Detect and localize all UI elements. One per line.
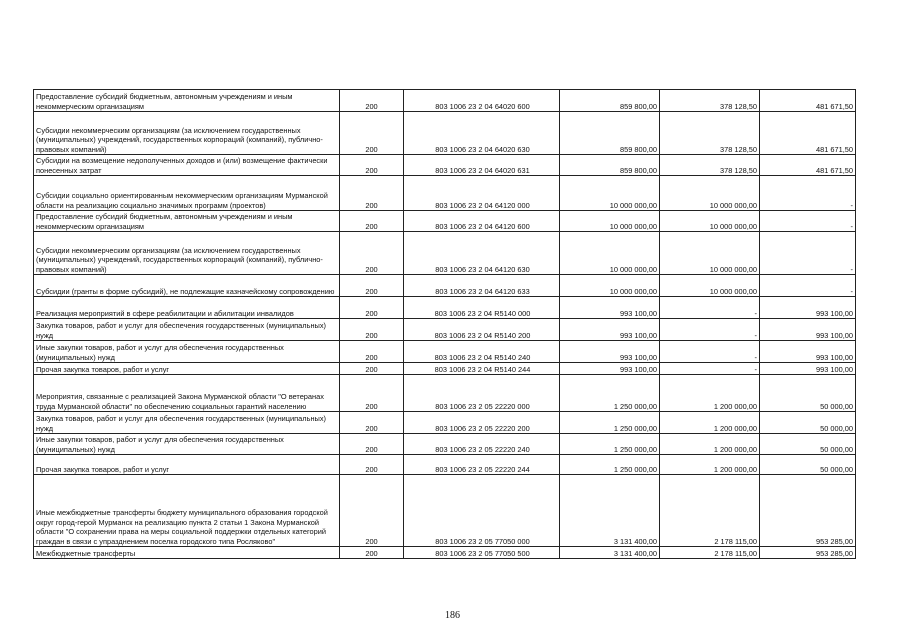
row-code: 803 1006 23 2 04 R5140 000 xyxy=(404,297,560,319)
row-vr: 200 xyxy=(340,412,404,434)
row-sum3: 481 671,50 xyxy=(760,112,856,155)
row-sum2: - xyxy=(660,319,760,341)
table-row xyxy=(34,90,856,112)
row-code: 803 1006 23 2 04 64120 600 xyxy=(404,211,560,232)
row-sum1: 3 131 400,00 xyxy=(560,475,660,547)
row-sum3: 481 671,50 xyxy=(760,155,856,176)
row-sum2: - xyxy=(660,297,760,319)
row-sum2: - xyxy=(660,341,760,363)
table-row xyxy=(34,341,856,363)
row-name: Закупка товаров, работ и услуг для обеспечения государственных (муниципальных) нужд xyxy=(34,412,340,434)
row-vr: 200 xyxy=(340,363,404,375)
table-row xyxy=(34,455,856,475)
row-sum3: 993 100,00 xyxy=(760,297,856,319)
row-sum1: 3 131 400,00 xyxy=(560,547,660,559)
table-row xyxy=(34,176,856,211)
row-name: Предоставление субсидий бюджетным, автономным учреждениям и иным некоммерческим организациям xyxy=(34,90,340,112)
row-name: Реализация мероприятий в сфере реабилитации и абилитации инвалидов xyxy=(34,297,340,319)
row-name: Субсидии на возмещение недополученных доходов и (или) возмещение фактически понесенных затрат xyxy=(34,155,340,176)
row-vr: 200 xyxy=(340,90,404,112)
row-sum3: - xyxy=(760,232,856,275)
row-sum2: 1 200 000,00 xyxy=(660,412,760,434)
row-sum1: 10 000 000,00 xyxy=(560,211,660,232)
budget-table xyxy=(33,89,856,559)
table-row xyxy=(34,155,856,176)
row-code: 803 1006 23 2 04 64120 000 xyxy=(404,176,560,211)
row-code: 803 1006 23 2 04 R5140 240 xyxy=(404,341,560,363)
row-sum3: - xyxy=(760,275,856,297)
row-sum3: 50 000,00 xyxy=(760,412,856,434)
row-code: 803 1006 23 2 04 64120 630 xyxy=(404,232,560,275)
table-row xyxy=(34,412,856,434)
row-sum2: 10 000 000,00 xyxy=(660,176,760,211)
row-sum3: 993 100,00 xyxy=(760,319,856,341)
row-name: Мероприятия, связанные с реализацией Закона Мурманской области "О ветеранах труда Мурманской области" по обеспечению социальных гарантий населению xyxy=(34,375,340,412)
row-name: Субсидии некоммерческим организациям (за исключением государственных (муниципальных) учреждений, государственных корпораций (компаний), публично-правовых компаний) xyxy=(34,112,340,155)
row-sum1: 1 250 000,00 xyxy=(560,412,660,434)
row-sum1: 10 000 000,00 xyxy=(560,176,660,211)
row-sum3: 50 000,00 xyxy=(760,455,856,475)
row-code: 803 1006 23 2 05 77050 500 xyxy=(404,547,560,559)
table-row xyxy=(34,434,856,455)
row-sum3: 953 285,00 xyxy=(760,475,856,547)
row-sum1: 993 100,00 xyxy=(560,341,660,363)
row-sum1: 859 800,00 xyxy=(560,90,660,112)
table-row xyxy=(34,112,856,155)
row-sum2: 1 200 000,00 xyxy=(660,455,760,475)
row-sum1: 993 100,00 xyxy=(560,319,660,341)
table-row xyxy=(34,319,856,341)
row-sum1: 993 100,00 xyxy=(560,297,660,319)
row-sum2: 10 000 000,00 xyxy=(660,211,760,232)
row-sum1: 10 000 000,00 xyxy=(560,275,660,297)
row-sum2: 1 200 000,00 xyxy=(660,434,760,455)
row-vr: 200 xyxy=(340,547,404,559)
row-vr: 200 xyxy=(340,375,404,412)
table-row xyxy=(34,297,856,319)
row-sum3: 50 000,00 xyxy=(760,375,856,412)
row-code: 803 1006 23 2 05 77050 000 xyxy=(404,475,560,547)
row-vr: 200 xyxy=(340,297,404,319)
table-row xyxy=(34,275,856,297)
row-code: 803 1006 23 2 05 22220 000 xyxy=(404,375,560,412)
row-vr: 200 xyxy=(340,455,404,475)
table-row xyxy=(34,475,856,547)
row-sum3: 993 100,00 xyxy=(760,363,856,375)
row-sum1: 859 800,00 xyxy=(560,155,660,176)
row-sum3: 953 285,00 xyxy=(760,547,856,559)
row-name: Межбюджетные трансферты xyxy=(34,547,340,559)
row-name: Прочая закупка товаров, работ и услуг xyxy=(34,363,340,375)
row-code: 803 1006 23 2 05 22220 240 xyxy=(404,434,560,455)
row-sum2: 10 000 000,00 xyxy=(660,275,760,297)
row-name: Иные закупки товаров, работ и услуг для обеспечения государственных (муниципальных) нужд xyxy=(34,341,340,363)
row-name: Предоставление субсидий бюджетным, автономным учреждениям и иным некоммерческим организациям xyxy=(34,211,340,232)
row-sum2: 1 200 000,00 xyxy=(660,375,760,412)
row-name: Иные закупки товаров, работ и услуг для обеспечения государственных (муниципальных) нужд xyxy=(34,434,340,455)
row-vr: 200 xyxy=(340,176,404,211)
table-row xyxy=(34,547,856,559)
row-vr: 200 xyxy=(340,475,404,547)
row-sum3: - xyxy=(760,176,856,211)
row-sum2: 378 128,50 xyxy=(660,112,760,155)
row-code: 803 1006 23 2 04 64020 631 xyxy=(404,155,560,176)
row-sum2: 10 000 000,00 xyxy=(660,232,760,275)
row-sum1: 1 250 000,00 xyxy=(560,375,660,412)
table-row xyxy=(34,363,856,375)
row-sum3: 481 671,50 xyxy=(760,90,856,112)
row-name: Субсидии некоммерческим организациям (за исключением государственных (муниципальных) учреждений, государственных корпораций (компаний), публично-правовых компаний) xyxy=(34,232,340,275)
budget-table-body xyxy=(34,90,856,559)
row-sum1: 10 000 000,00 xyxy=(560,232,660,275)
row-sum2: - xyxy=(660,363,760,375)
row-sum1: 859 800,00 xyxy=(560,112,660,155)
table-row xyxy=(34,375,856,412)
row-name: Субсидии (гранты в форме субсидий), не подлежащие казначейскому сопровождению xyxy=(34,275,340,297)
row-vr: 200 xyxy=(340,211,404,232)
row-vr: 200 xyxy=(340,232,404,275)
row-vr: 200 xyxy=(340,112,404,155)
row-sum2: 2 178 115,00 xyxy=(660,475,760,547)
table-row xyxy=(34,232,856,275)
row-name: Иные межбюджетные трансферты бюджету муниципального образования городской округ город-герой Мурманск на реализацию пункта 2 статьи 1 Закона Мурманской области "О сохранении права на меры социальной поддержки отдельных категорий граждан в связи с упразднением поселка городского типа Росляково" xyxy=(34,475,340,547)
row-code: 803 1006 23 2 04 64020 600 xyxy=(404,90,560,112)
row-vr: 200 xyxy=(340,275,404,297)
row-sum3: - xyxy=(760,211,856,232)
row-name: Субсидии социально ориентированным некоммерческим организациям Мурманской области на реализацию социально значимых программ (проектов) xyxy=(34,176,340,211)
row-code: 803 1006 23 2 04 64020 630 xyxy=(404,112,560,155)
row-vr: 200 xyxy=(340,319,404,341)
row-sum3: 50 000,00 xyxy=(760,434,856,455)
row-code: 803 1006 23 2 04 R5140 244 xyxy=(404,363,560,375)
row-code: 803 1006 23 2 04 R5140 200 xyxy=(404,319,560,341)
row-sum2: 2 178 115,00 xyxy=(660,547,760,559)
row-code: 803 1006 23 2 04 64120 633 xyxy=(404,275,560,297)
row-vr: 200 xyxy=(340,155,404,176)
row-name: Закупка товаров, работ и услуг для обеспечения государственных (муниципальных) нужд xyxy=(34,319,340,341)
row-sum1: 1 250 000,00 xyxy=(560,455,660,475)
row-vr: 200 xyxy=(340,434,404,455)
row-code: 803 1006 23 2 05 22220 244 xyxy=(404,455,560,475)
row-sum2: 378 128,50 xyxy=(660,155,760,176)
row-name: Прочая закупка товаров, работ и услуг xyxy=(34,455,340,475)
row-vr: 200 xyxy=(340,341,404,363)
row-sum2: 378 128,50 xyxy=(660,90,760,112)
row-sum3: 993 100,00 xyxy=(760,341,856,363)
table-row xyxy=(34,211,856,232)
row-sum1: 993 100,00 xyxy=(560,363,660,375)
row-code: 803 1006 23 2 05 22220 200 xyxy=(404,412,560,434)
row-sum1: 1 250 000,00 xyxy=(560,434,660,455)
page-number: 186 xyxy=(445,610,460,621)
